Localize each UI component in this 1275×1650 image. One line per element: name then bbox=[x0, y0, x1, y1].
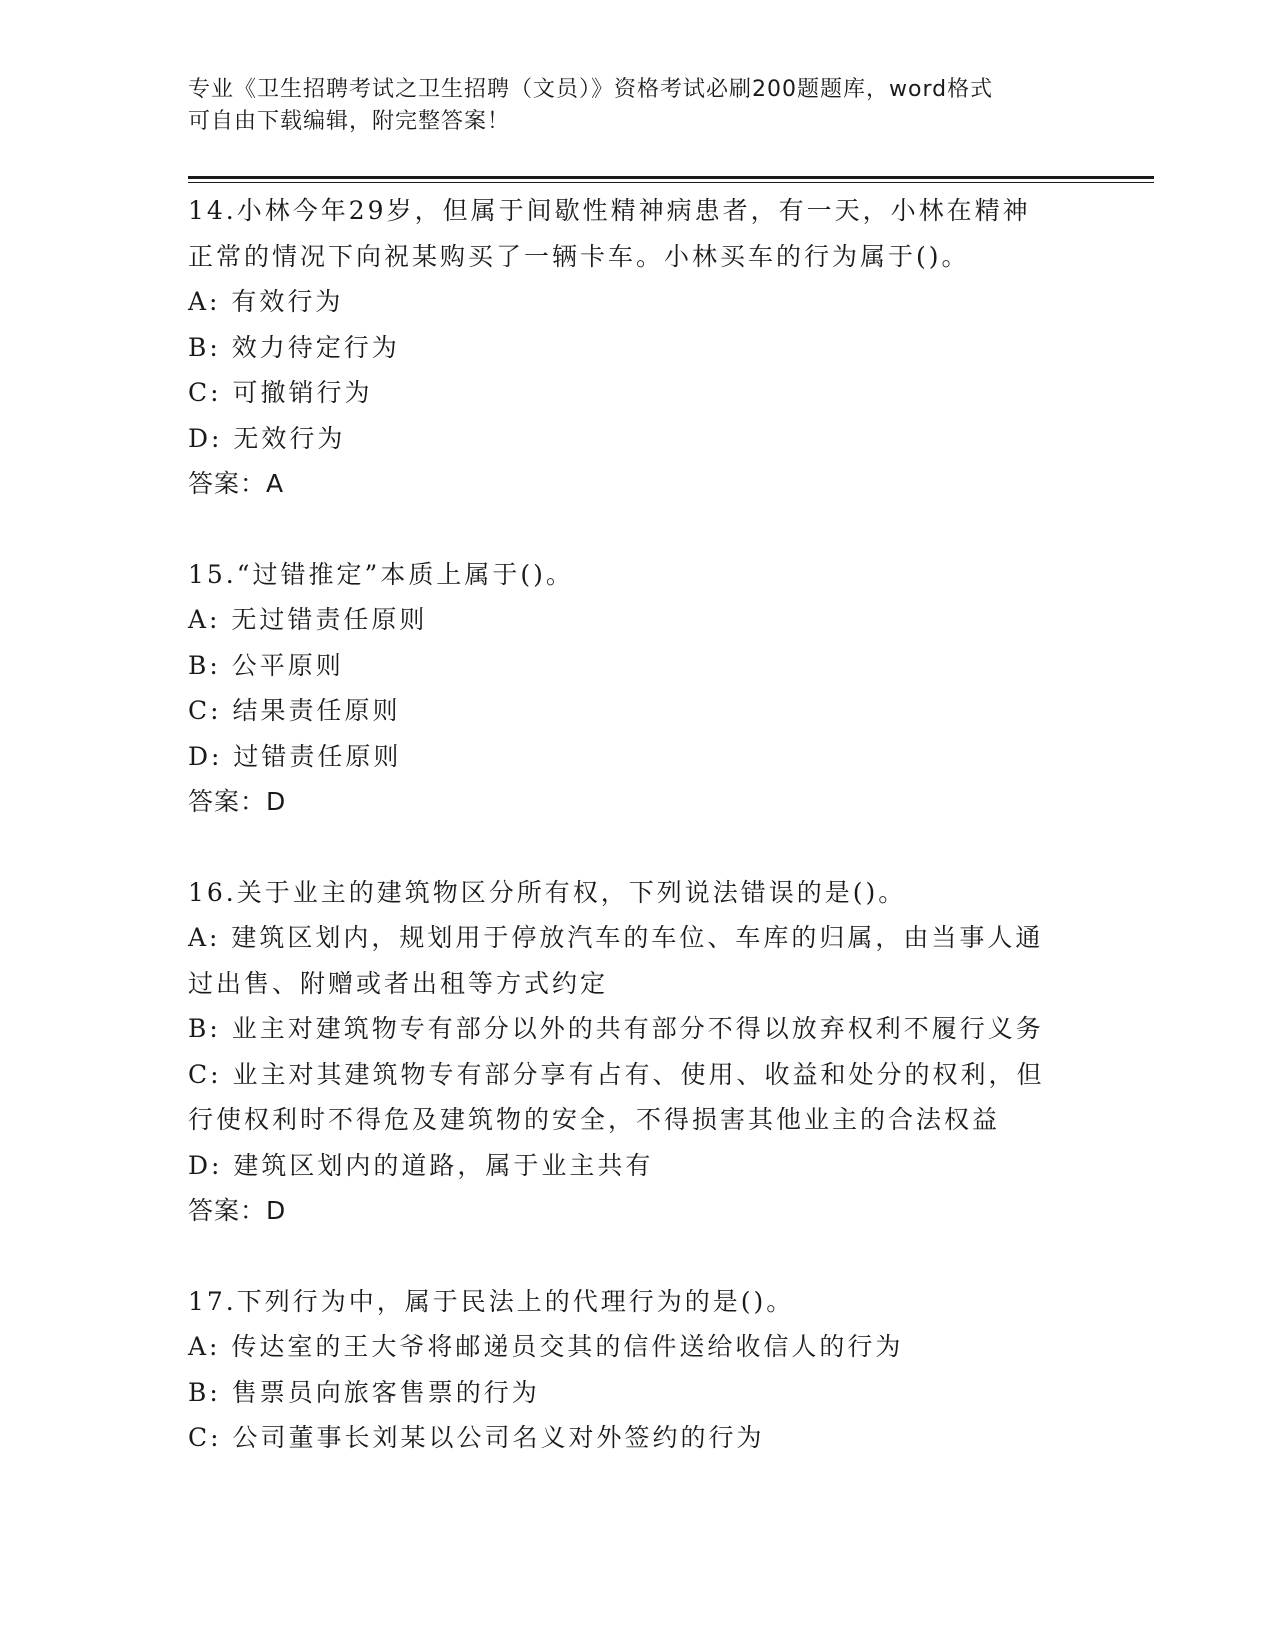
document-header bbox=[188, 74, 1068, 138]
question-block bbox=[188, 188, 1088, 507]
question-block bbox=[188, 552, 1088, 825]
answer-option-line: C: 结果责任原则 bbox=[188, 696, 401, 725]
answer-key: 答案：A bbox=[188, 469, 285, 498]
answer-option-line: 行使权利时不得危及建筑物的安全，不得损害其他业主的合法权益 bbox=[188, 1105, 1001, 1134]
answer-option-line: C: 业主对其建筑物专有部分享有占有、使用、收益和处分的权利，但 bbox=[188, 1059, 1045, 1089]
answer-option-line: C: 公司董事长刘某以公司名义对外签约的行为 bbox=[188, 1423, 765, 1452]
question-stem-line: 17.下列行为中，属于民法上的代理行为的是()。 bbox=[188, 1286, 795, 1316]
question-block bbox=[188, 870, 1088, 1234]
question-list bbox=[188, 188, 1088, 1506]
question-stem-line: 16.关于业主的建筑物区分所有权，下列说法错误的是()。 bbox=[188, 877, 907, 907]
answer-option-line: B: 效力待定行为 bbox=[188, 332, 400, 362]
question-block bbox=[188, 1279, 1088, 1461]
header-title-line-1: 专业《卫生招聘考试之卫生招聘（文员）》资格考试必刷200题题库，word格式 bbox=[188, 77, 994, 102]
header-divider-thick bbox=[188, 176, 1154, 179]
answer-option-line: A: 无过错责任原则 bbox=[188, 605, 428, 634]
answer-key: 答案：D bbox=[188, 787, 287, 816]
question-stem-line: 14.小林今年29岁，但属于间歇性精神病患者，有一天，小林在精神 bbox=[188, 196, 1031, 225]
answer-option-line: C: 可撤销行为 bbox=[188, 378, 373, 407]
header-title-line-2: 可自由下载编辑，附完整答案！ bbox=[188, 109, 511, 134]
answer-option-line: D: 过错责任原则 bbox=[188, 741, 402, 771]
answer-option-line: A: 建筑区划内，规划用于停放汽车的车位、车库的归属，由当事人通 bbox=[188, 923, 1044, 952]
header-divider-thin bbox=[188, 182, 1154, 183]
question-stem-line: 15.“过错推定”本质上属于()。 bbox=[188, 559, 574, 589]
answer-option-line: 过出售、附赠或者出租等方式约定 bbox=[188, 968, 609, 998]
answer-option-line: A: 传达室的王大爷将邮递员交其的信件送给收信人的行为 bbox=[188, 1332, 904, 1361]
answer-option-line: B: 业主对建筑物专有部分以外的共有部分不得以放弃权利不履行义务 bbox=[188, 1014, 1044, 1043]
answer-option-line: D: 无效行为 bbox=[188, 423, 346, 453]
answer-option-line: B: 售票员向旅客售票的行为 bbox=[188, 1377, 540, 1407]
answer-option-line: A: 有效行为 bbox=[188, 287, 344, 316]
answer-key: 答案：D bbox=[188, 1196, 287, 1225]
answer-option-line: B: 公平原则 bbox=[188, 650, 344, 680]
answer-option-line: D: 建筑区划内的道路，属于业主共有 bbox=[188, 1150, 654, 1180]
question-stem-line: 正常的情况下向祝某购买了一辆卡车。小林买车的行为属于()。 bbox=[188, 241, 970, 271]
